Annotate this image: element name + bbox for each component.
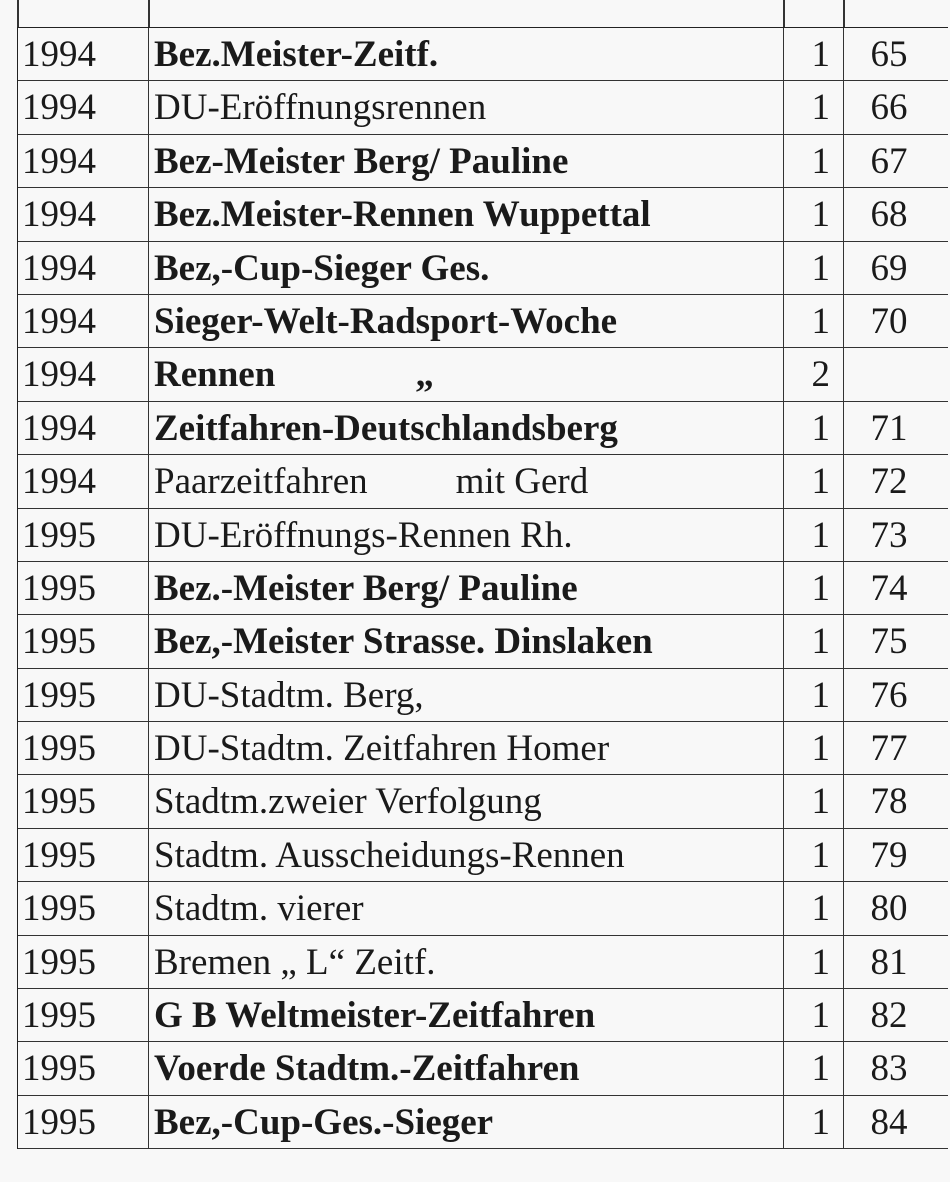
placement-cell: 1 [784,188,844,240]
placement-cell: 1 [784,882,844,934]
number-cell: 84 [870,1101,908,1143]
number-cell: 68 [870,194,908,236]
placement-cell: 1 [784,989,844,1041]
year-cell: 1995 [18,1042,149,1094]
table-row [18,242,948,295]
placement-cell: 1 [784,615,844,667]
event-cell [149,1096,784,1148]
event-cell [149,775,784,827]
event-cell [149,402,784,454]
table-row [18,135,948,188]
event-cell [149,669,784,721]
event-name: G B Weltmeister-Zeitfahren [154,995,596,1037]
table-row [18,1042,948,1095]
year-cell: 1994 [18,402,149,454]
event-cell [149,829,784,881]
number-cell: 69 [870,247,908,289]
table-row [18,775,948,828]
event-cell [149,615,784,667]
event-name: Paarzeitfahren [154,461,368,503]
event-cell [149,295,784,347]
event-cell [149,1042,784,1094]
placement-cell: 1 [784,295,844,347]
table-row [18,81,948,134]
event-name: DU-Stadtm. Berg, [154,674,424,716]
number-cell: 66 [870,87,908,129]
table-row [18,402,948,455]
year-cell: 1995 [18,562,149,614]
event-name: DU-Stadtm. Zeitfahren Homer [154,728,610,770]
placement-cell: 1 [784,455,844,507]
year-cell: 1995 [18,775,149,827]
placement-cell: 1 [784,669,844,721]
column-divider [843,0,845,27]
event-name: Bez,-Meister Strasse. Dinslaken [154,621,653,663]
event-name: Sieger-Welt-Radsport-Woche [154,300,618,342]
table-row [18,28,948,81]
column-divider [148,0,150,27]
column-divider [17,0,19,27]
event-name: Rennen [154,354,276,396]
number-cell: 72 [870,461,908,503]
number-cell: 81 [870,941,908,983]
table-row [18,188,948,241]
number-cell: 70 [870,300,908,342]
placement-cell: 1 [784,562,844,614]
number-cell: 71 [870,407,908,449]
event-cell [149,722,784,774]
event-name: Bez.Meister-Zeitf. [154,34,439,75]
event-name: DU-Eröffnungsrennen [154,87,487,129]
event-name: Bez,-Cup-Sieger Ges. [154,247,490,289]
year-cell: 1994 [18,348,149,400]
placement-cell: 1 [784,242,844,294]
event-name: Bez-Meister Berg/ Pauline [154,140,569,182]
number-cell: 83 [870,1048,908,1090]
event-cell [149,562,784,614]
number-cell: 80 [870,888,908,930]
number-cell: 78 [870,781,908,823]
event-cell [149,188,784,240]
event-name: Stadtm.zweier Verfolgung [154,781,542,823]
table-row [18,989,948,1042]
year-cell: 1995 [18,882,149,934]
year-cell: 1994 [18,295,149,347]
number-cell: 73 [870,514,908,556]
event-cell [149,989,784,1041]
event-name: Voerde Stadtm.-Zeitfahren [154,1048,580,1090]
year-cell: 1994 [18,455,149,507]
year-cell: 1994 [18,242,149,294]
event-cell [149,348,784,400]
table-row [18,562,948,615]
year-cell: 1995 [18,669,149,721]
column-divider [783,0,785,27]
placement-cell: 1 [784,936,844,988]
number-cell: 77 [870,728,908,770]
event-cell [149,882,784,934]
event-cell [149,509,784,561]
year-cell: 1995 [18,936,149,988]
year-cell: 1994 [18,28,149,80]
table-row [18,509,948,562]
event-name: Bez.Meister-Rennen Wuppettal [154,194,651,236]
event-name: Stadtm. Ausscheidungs-Rennen [154,834,625,876]
year-cell: 1994 [18,135,149,187]
year-cell: 1995 [18,829,149,881]
event-name: Bremen „ L“ Zeitf. [154,941,436,983]
table-row [18,348,948,401]
event-cell [149,135,784,187]
year-cell: 1994 [18,188,149,240]
placement-cell: 1 [784,402,844,454]
year-cell: 1995 [18,509,149,561]
year-cell: 1995 [18,722,149,774]
event-cell [149,455,784,507]
number-cell: 65 [870,34,908,75]
placement-cell: 1 [784,81,844,133]
ditto-mark: „ [415,354,434,396]
number-cell: 82 [870,995,908,1037]
event-cell [149,28,784,80]
event-name: Bez.-Meister Berg/ Pauline [154,567,578,609]
event-cell [149,936,784,988]
event-cell [149,242,784,294]
table-row [18,936,948,989]
number-cell: 79 [870,834,908,876]
year-cell: 1995 [18,615,149,667]
year-cell: 1995 [18,1096,149,1148]
year-cell: 1994 [18,81,149,133]
table-row [18,722,948,775]
number-cell: 76 [870,674,908,716]
table-header-stub [17,0,947,27]
placement-cell: 1 [784,509,844,561]
table-row [18,295,948,348]
table-row [18,615,948,668]
placement-cell: 2 [784,348,844,400]
number-cell [844,348,948,400]
event-name: Stadtm. vierer [154,888,364,930]
year-cell: 1995 [18,989,149,1041]
event-name: Bez,-Cup-Ges.-Sieger [154,1101,494,1143]
results-table [17,27,948,1149]
number-cell: 67 [870,140,908,182]
table-row [18,882,948,935]
number-cell: 74 [870,567,908,609]
placement-cell: 1 [784,28,844,80]
placement-cell: 1 [784,722,844,774]
table-row [18,455,948,508]
table-row [18,829,948,882]
table-row [18,1096,948,1149]
placement-cell: 1 [784,1042,844,1094]
event-note: mit Gerd [455,461,589,503]
placement-cell: 1 [784,775,844,827]
table-row [18,669,948,722]
placement-cell: 1 [784,1096,844,1148]
event-name: Zeitfahren-Deutschlandsberg [154,407,618,449]
placement-cell: 1 [784,829,844,881]
placement-cell: 1 [784,135,844,187]
number-cell: 75 [870,621,908,663]
event-cell [149,81,784,133]
event-name: DU-Eröffnungs-Rennen Rh. [154,514,573,556]
